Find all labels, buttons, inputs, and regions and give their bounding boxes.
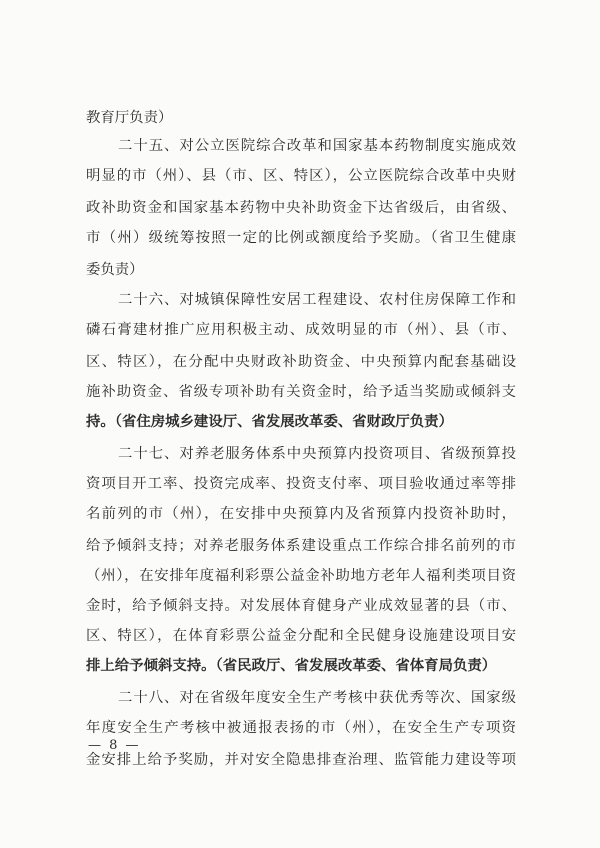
text-line: （州），在安排年度福利彩票公益金补助地方老年人福利类项目资 xyxy=(86,568,516,584)
text-line: 金时，给予倾斜支持。对发展体育健身产业成效显著的县（市、 xyxy=(86,598,516,614)
text-line: 委负责） xyxy=(86,262,144,278)
text-line: 明显的市（州）、县（市、区、特区），公立医院综合改革中央财 xyxy=(86,168,516,184)
text-line: 名前列的市（州），在安排中央预算内及省预算内投资补助时， xyxy=(86,506,516,522)
text-line: 持。（省住房城乡建设厅、省发展改革委、省财政厅负责） xyxy=(86,413,453,430)
text-line: 二十五、对公立医院综合改革和国家基本药物制度实施成效 xyxy=(118,138,516,154)
text-line: 市（州）级统筹按照一定的比例或额度给予奖励。（省卫生健康 xyxy=(86,230,516,246)
text-line: 教育厅负责） xyxy=(86,110,173,126)
text-line: 施补助资金、省级专项补助有关资金时，给予适当奖励或倾斜支 xyxy=(86,384,516,400)
text-line: 磷石膏建材推广应用积极主动、成效明显的市（州）、县（市、 xyxy=(86,322,516,338)
text-line: 年度安全生产考核中被通报表扬的市（州），在安全生产专项资 xyxy=(86,720,516,736)
text-line: 二十七、对养老服务体系中央预算内投资项目、省级预算投 xyxy=(118,446,516,462)
page-number: — 8 — xyxy=(88,738,141,753)
text-line: 排上给予倾斜支持。（省民政厅、省发展改革委、省体育局负责） xyxy=(86,657,497,674)
text-line: 二十六、对城镇保障性安居工程建设、农村住房保障工作和 xyxy=(118,292,516,308)
text-line: 政补助资金和国家基本药物中央补助资金下达省级后，由省级、 xyxy=(86,200,516,216)
text-line: 资项目开工率、投资完成率、投资支付率、项目验收通过率等排 xyxy=(86,476,516,492)
text-line: 区、特区），在分配中央财政补助资金、中央预算内配套基础设 xyxy=(86,354,516,370)
text-line: 二十八、对在省级年度安全生产考核中获优秀等次、国家级 xyxy=(118,690,516,706)
text-line: 给予倾斜支持；对养老服务体系建设重点工作综合排名前列的市 xyxy=(86,538,516,554)
text-line: 区、特区），在体育彩票公益金分配和全民健身设施建设项目安 xyxy=(86,628,516,644)
text-line: 金安排上给予奖励，并对安全隐患排查治理、监管能力建设等项 xyxy=(86,752,516,768)
